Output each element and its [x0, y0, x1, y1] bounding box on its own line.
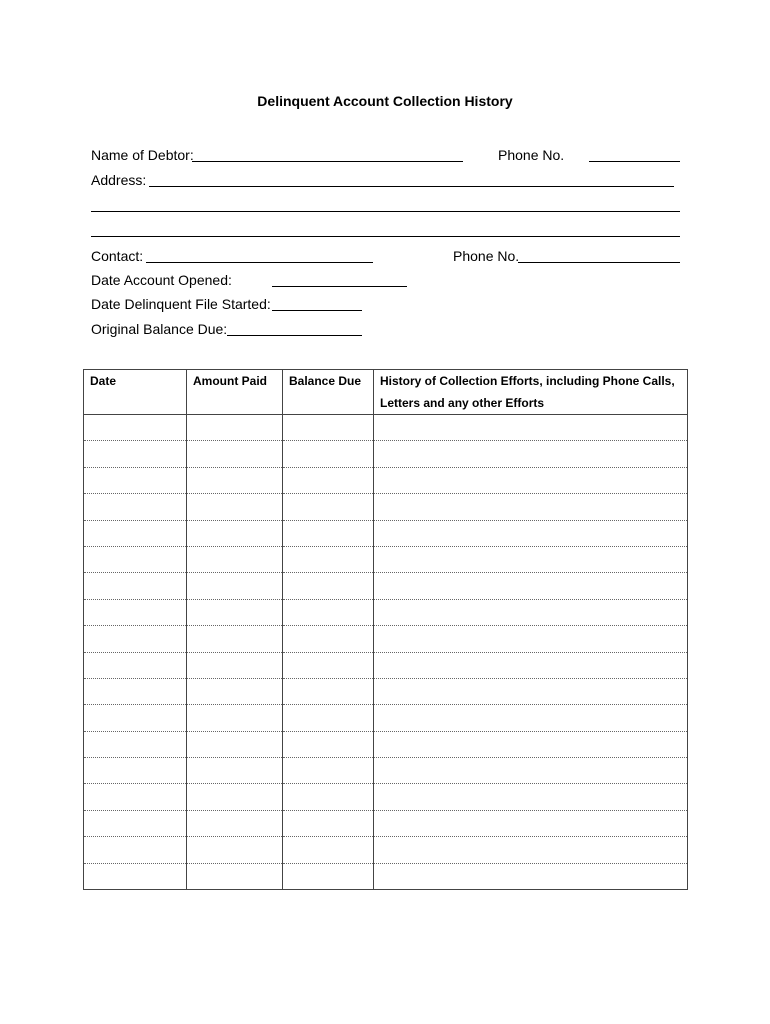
- cell-date[interactable]: [84, 626, 187, 652]
- cell-amount-paid[interactable]: [187, 652, 283, 678]
- cell-balance-due[interactable]: [283, 467, 374, 493]
- cell-amount-paid[interactable]: [187, 837, 283, 863]
- cell-history[interactable]: [374, 705, 688, 731]
- cell-history[interactable]: [374, 441, 688, 467]
- contact-field[interactable]: [146, 262, 373, 263]
- phone-label-1: Phone No.: [498, 147, 565, 163]
- cell-date[interactable]: [84, 810, 187, 836]
- table-row: [84, 441, 688, 467]
- table-body: [84, 415, 688, 890]
- header-history: History of Collection Efforts, including Phone Calls, Letters and any other Efforts: [374, 370, 688, 415]
- table-row: [84, 520, 688, 546]
- cell-amount-paid[interactable]: [187, 626, 283, 652]
- table-row: [84, 652, 688, 678]
- cell-date[interactable]: [84, 758, 187, 784]
- cell-date[interactable]: [84, 467, 187, 493]
- cell-history[interactable]: [374, 546, 688, 572]
- cell-date[interactable]: [84, 731, 187, 757]
- collection-history-table: [83, 369, 688, 890]
- cell-history[interactable]: [374, 467, 688, 493]
- cell-date[interactable]: [84, 573, 187, 599]
- cell-date[interactable]: [84, 784, 187, 810]
- table-row: [84, 731, 688, 757]
- account-opened-label: Date Account Opened:: [91, 272, 232, 288]
- header-balance-due: Balance Due: [283, 370, 374, 415]
- cell-amount-paid[interactable]: [187, 546, 283, 572]
- address-field-line-1[interactable]: [149, 186, 674, 187]
- debtor-name-label: Name of Debtor:: [91, 147, 194, 163]
- cell-balance-due[interactable]: [283, 784, 374, 810]
- cell-balance-due[interactable]: [283, 520, 374, 546]
- cell-date[interactable]: [84, 546, 187, 572]
- cell-amount-paid[interactable]: [187, 573, 283, 599]
- table-row: [84, 784, 688, 810]
- cell-balance-due[interactable]: [283, 494, 374, 520]
- table-row: [84, 415, 688, 441]
- table-row: [84, 810, 688, 836]
- cell-balance-due[interactable]: [283, 441, 374, 467]
- header-amount-paid: Amount Paid: [187, 370, 283, 415]
- cell-amount-paid[interactable]: [187, 731, 283, 757]
- file-started-field[interactable]: [272, 310, 362, 311]
- table-row: [84, 705, 688, 731]
- cell-history[interactable]: [374, 520, 688, 546]
- cell-amount-paid[interactable]: [187, 784, 283, 810]
- table-row: [84, 626, 688, 652]
- table-row: [84, 599, 688, 625]
- cell-history[interactable]: [374, 626, 688, 652]
- cell-balance-due[interactable]: [283, 546, 374, 572]
- phone-label-2: Phone No.: [453, 248, 520, 264]
- cell-date[interactable]: [84, 494, 187, 520]
- form-title: Delinquent Account Collection History: [257, 93, 513, 109]
- account-opened-field[interactable]: [272, 286, 407, 287]
- original-balance-label: Original Balance Due:: [91, 321, 228, 337]
- cell-balance-due[interactable]: [283, 705, 374, 731]
- table-row: [84, 573, 688, 599]
- cell-amount-paid[interactable]: [187, 705, 283, 731]
- cell-date[interactable]: [84, 863, 187, 889]
- cell-balance-due[interactable]: [283, 863, 374, 889]
- header-date: Date: [84, 370, 187, 415]
- address-field-line-2[interactable]: [91, 211, 680, 212]
- cell-balance-due[interactable]: [283, 652, 374, 678]
- table-row: [84, 494, 688, 520]
- table-row: [84, 546, 688, 572]
- cell-history[interactable]: [374, 573, 688, 599]
- cell-history[interactable]: [374, 678, 688, 704]
- cell-date[interactable]: [84, 441, 187, 467]
- phone-field-1[interactable]: [589, 161, 680, 162]
- contact-label: Contact:: [91, 248, 144, 264]
- cell-amount-paid[interactable]: [187, 599, 283, 625]
- cell-history[interactable]: [374, 731, 688, 757]
- file-started-label: Date Delinquent File Started:: [91, 296, 271, 312]
- cell-balance-due[interactable]: [283, 731, 374, 757]
- cell-balance-due[interactable]: [283, 599, 374, 625]
- cell-amount-paid[interactable]: [187, 494, 283, 520]
- cell-balance-due[interactable]: [283, 810, 374, 836]
- cell-history[interactable]: [374, 863, 688, 889]
- cell-date[interactable]: [84, 705, 187, 731]
- cell-amount-paid[interactable]: [187, 467, 283, 493]
- cell-history[interactable]: [374, 837, 688, 863]
- table-row: [84, 758, 688, 784]
- table-row: [84, 863, 688, 889]
- cell-amount-paid[interactable]: [187, 415, 283, 441]
- address-label: Address:: [91, 172, 147, 188]
- cell-amount-paid[interactable]: [187, 678, 283, 704]
- cell-date[interactable]: [84, 652, 187, 678]
- cell-balance-due[interactable]: [283, 626, 374, 652]
- cell-balance-due[interactable]: [283, 678, 374, 704]
- cell-balance-due[interactable]: [283, 837, 374, 863]
- debtor-name-field[interactable]: [192, 161, 463, 162]
- cell-amount-paid[interactable]: [187, 520, 283, 546]
- cell-history[interactable]: [374, 599, 688, 625]
- table-header-row: [84, 370, 688, 415]
- cell-history[interactable]: [374, 652, 688, 678]
- cell-date[interactable]: [84, 678, 187, 704]
- cell-date[interactable]: [84, 599, 187, 625]
- cell-amount-paid[interactable]: [187, 810, 283, 836]
- cell-amount-paid[interactable]: [187, 863, 283, 889]
- cell-history[interactable]: [374, 758, 688, 784]
- phone-field-2[interactable]: [518, 262, 680, 263]
- cell-amount-paid[interactable]: [187, 441, 283, 467]
- cell-history[interactable]: [374, 784, 688, 810]
- cell-history[interactable]: [374, 494, 688, 520]
- cell-date[interactable]: [84, 837, 187, 863]
- cell-history[interactable]: [374, 415, 688, 441]
- table-row: [84, 837, 688, 863]
- cell-amount-paid[interactable]: [187, 758, 283, 784]
- cell-date[interactable]: [84, 415, 187, 441]
- cell-balance-due[interactable]: [283, 415, 374, 441]
- cell-balance-due[interactable]: [283, 573, 374, 599]
- original-balance-field[interactable]: [227, 335, 362, 336]
- cell-date[interactable]: [84, 520, 187, 546]
- cell-history[interactable]: [374, 810, 688, 836]
- address-field-line-3[interactable]: [91, 236, 680, 237]
- table-row: [84, 467, 688, 493]
- table-row: [84, 678, 688, 704]
- cell-balance-due[interactable]: [283, 758, 374, 784]
